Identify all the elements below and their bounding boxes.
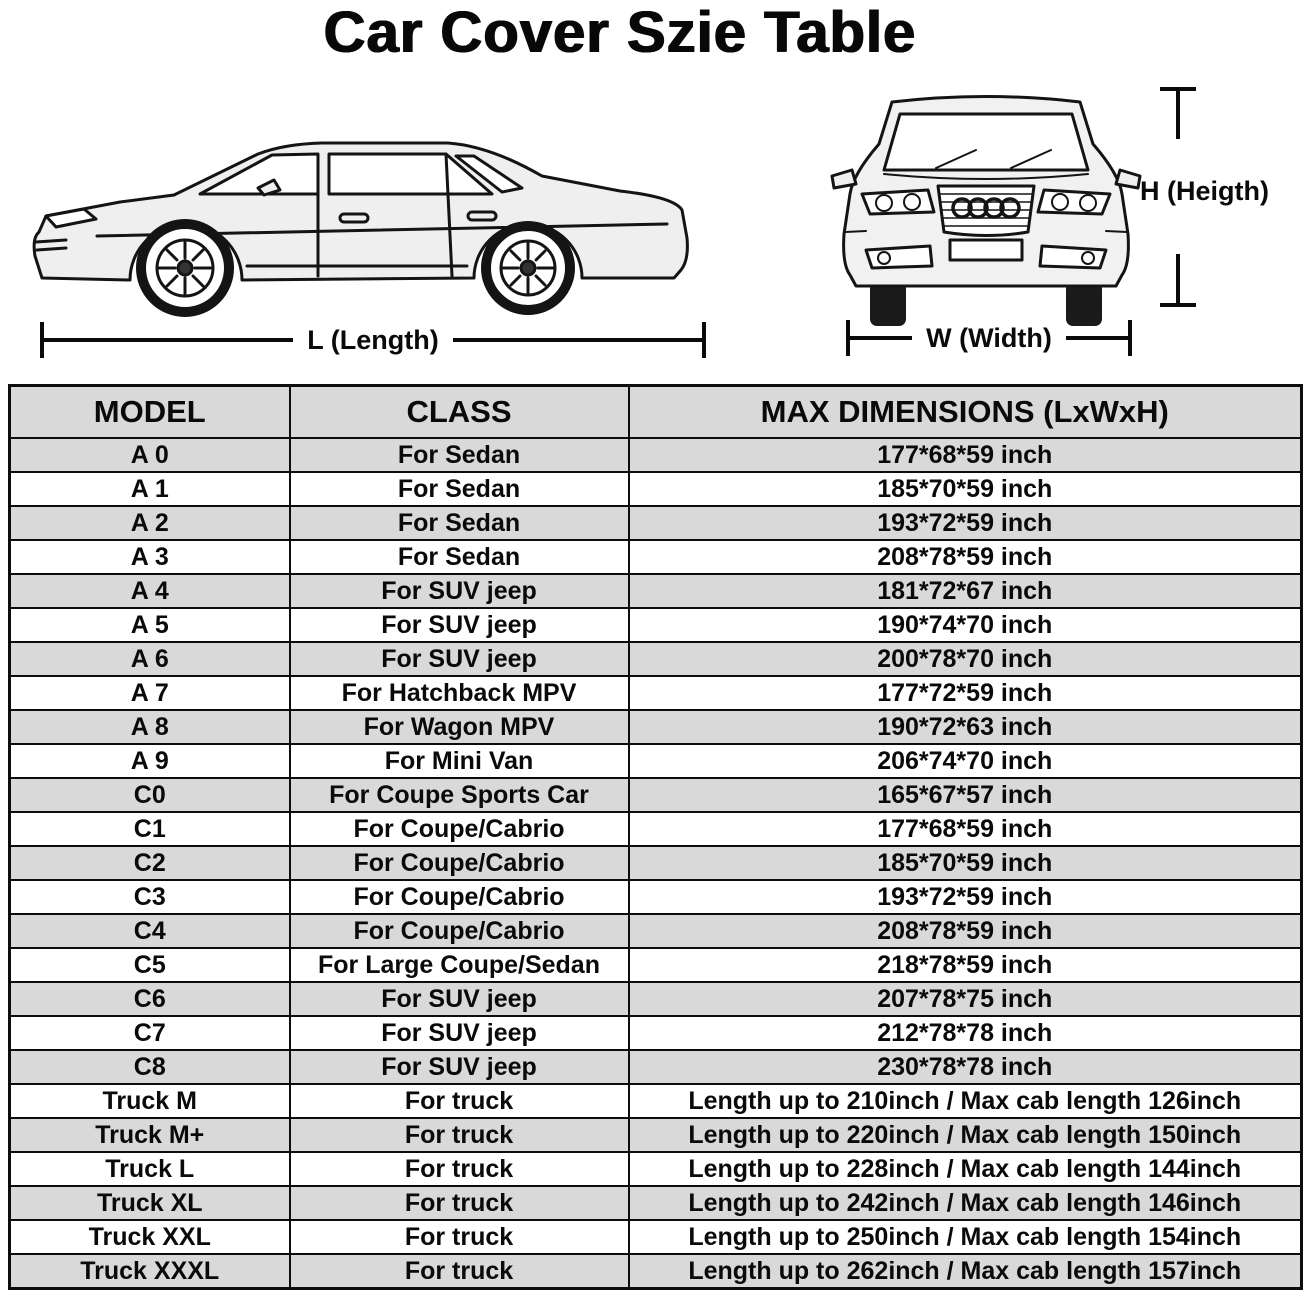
table-row (10, 506, 1302, 540)
dimensions-cell: 200*78*70 inch (629, 642, 1302, 676)
dimensions-cell: 185*70*59 inch (629, 472, 1302, 506)
table-row (10, 846, 1302, 880)
table-row (10, 982, 1302, 1016)
class-cell: For Coupe/Cabrio (290, 846, 629, 880)
table-row (10, 880, 1302, 914)
model-cell: A 4 (10, 574, 290, 608)
class-cell: For truck (290, 1152, 629, 1186)
class-cell: For SUV jeep (290, 1016, 629, 1050)
dimensions-cell: Length up to 262inch / Max cab length 157inch (629, 1254, 1302, 1289)
col-header-max-dimensions: MAX DIMENSIONS (LxWxH) (629, 386, 1302, 439)
class-cell: For Wagon MPV (290, 710, 629, 744)
class-cell: For SUV jeep (290, 574, 629, 608)
class-cell: For Coupe/Cabrio (290, 812, 629, 846)
height-dimension-bottom-cap (1160, 303, 1196, 307)
table-row (10, 710, 1302, 744)
class-cell: For Mini Van (290, 744, 629, 778)
page-title: Car Cover Szie Table (323, 0, 917, 65)
model-cell: A 2 (10, 506, 290, 540)
dimensions-cell: 218*78*59 inch (629, 948, 1302, 982)
model-cell: C1 (10, 812, 290, 846)
width-label: W (Width) (926, 322, 1052, 353)
right-vent (1040, 246, 1106, 268)
class-cell: For SUV jeep (290, 642, 629, 676)
table-row (10, 1084, 1302, 1118)
table-row (10, 574, 1302, 608)
windshield (884, 114, 1088, 170)
table-row (10, 608, 1302, 642)
model-cell: Truck XL (10, 1186, 290, 1220)
table-row (10, 1186, 1302, 1220)
table-row (10, 1016, 1302, 1050)
rear-door-handle (468, 212, 496, 220)
model-cell: Truck XXL (10, 1220, 290, 1254)
left-mirror (832, 170, 856, 188)
table-row (10, 438, 1302, 472)
class-cell: For SUV jeep (290, 1050, 629, 1084)
class-cell: For Sedan (290, 438, 629, 472)
model-cell: C8 (10, 1050, 290, 1084)
left-vent (866, 246, 932, 268)
dimensions-cell: 193*72*59 inch (629, 880, 1302, 914)
model-cell: Truck XXXL (10, 1254, 290, 1289)
class-cell: For Sedan (290, 506, 629, 540)
model-cell: C4 (10, 914, 290, 948)
table-row (10, 472, 1302, 506)
dimensions-cell: Length up to 242inch / Max cab length 146inch (629, 1186, 1302, 1220)
length-label: L (Length) (307, 324, 439, 355)
width-dimension-line (846, 320, 1132, 356)
dimensions-cell: 177*68*59 inch (629, 438, 1302, 472)
class-cell: For truck (290, 1118, 629, 1152)
table-row (10, 1254, 1302, 1289)
table-row (10, 1118, 1302, 1152)
dimensions-cell: Length up to 250inch / Max cab length 154inch (629, 1220, 1302, 1254)
model-cell: A 8 (10, 710, 290, 744)
dimensions-cell: Length up to 228inch / Max cab length 144inch (629, 1152, 1302, 1186)
table-row (10, 812, 1302, 846)
height-label: H (Heigth) (1140, 176, 1269, 206)
table-row (10, 1050, 1302, 1084)
dimensions-cell: 181*72*67 inch (629, 574, 1302, 608)
table-row (10, 778, 1302, 812)
table-row (10, 540, 1302, 574)
header-row (10, 386, 1302, 439)
rear-wheel (486, 226, 570, 310)
dimensions-cell: 193*72*59 inch (629, 506, 1302, 540)
dimensions-cell: 177*68*59 inch (629, 812, 1302, 846)
dimensions-cell: 206*74*70 inch (629, 744, 1302, 778)
table-row (10, 676, 1302, 710)
left-headlight (862, 190, 934, 214)
table-row (10, 914, 1302, 948)
model-cell: C6 (10, 982, 290, 1016)
height-dimension-line (1176, 254, 1180, 306)
size-table (8, 384, 1303, 1290)
dimensions-cell: 230*78*78 inch (629, 1050, 1302, 1084)
dimensions-cell: 212*78*78 inch (629, 1016, 1302, 1050)
front-door-handle (340, 214, 368, 222)
license-plate (950, 240, 1022, 260)
class-cell: For Hatchback MPV (290, 676, 629, 710)
class-cell: For truck (290, 1220, 629, 1254)
class-cell: For Large Coupe/Sedan (290, 948, 629, 982)
class-cell: For Coupe/Cabrio (290, 880, 629, 914)
table-row (10, 642, 1302, 676)
model-cell: A 0 (10, 438, 290, 472)
car-side-view-icon (22, 98, 712, 326)
table-row (10, 744, 1302, 778)
model-cell: A 3 (10, 540, 290, 574)
class-cell: For Sedan (290, 540, 629, 574)
model-cell: C3 (10, 880, 290, 914)
size-table-body (10, 438, 1302, 1289)
model-cell: A 9 (10, 744, 290, 778)
class-cell: For SUV jeep (290, 608, 629, 642)
dimensions-cell: 190*74*70 inch (629, 608, 1302, 642)
car-diagrams (0, 70, 1311, 380)
class-cell: For Sedan (290, 472, 629, 506)
front-wheel (141, 224, 229, 312)
dimension-end-bar (1128, 320, 1132, 356)
dimensions-cell: 190*72*63 inch (629, 710, 1302, 744)
dimensions-cell: 177*72*59 inch (629, 676, 1302, 710)
model-cell: A 1 (10, 472, 290, 506)
model-cell: C5 (10, 948, 290, 982)
class-cell: For truck (290, 1186, 629, 1220)
size-table-header (10, 386, 1302, 439)
model-cell: C0 (10, 778, 290, 812)
model-cell: Truck M (10, 1084, 290, 1118)
dimensions-cell: 208*78*59 inch (629, 914, 1302, 948)
car-front-view-icon (826, 82, 1146, 332)
table-row (10, 1152, 1302, 1186)
model-cell: A 6 (10, 642, 290, 676)
model-cell: A 5 (10, 608, 290, 642)
height-dimension-line (1176, 87, 1180, 139)
dimensions-cell: 207*78*75 inch (629, 982, 1302, 1016)
col-header-class: CLASS (290, 386, 629, 439)
class-cell: For SUV jeep (290, 982, 629, 1016)
model-cell: A 7 (10, 676, 290, 710)
class-cell: For truck (290, 1254, 629, 1289)
dimensions-cell: Length up to 220inch / Max cab length 150inch (629, 1118, 1302, 1152)
class-cell: For truck (290, 1084, 629, 1118)
dimensions-cell: Length up to 210inch / Max cab length 126inch (629, 1084, 1302, 1118)
model-cell: Truck L (10, 1152, 290, 1186)
class-cell: For Coupe Sports Car (290, 778, 629, 812)
class-cell: For Coupe/Cabrio (290, 914, 629, 948)
dimensions-cell: 208*78*59 inch (629, 540, 1302, 574)
model-cell: C7 (10, 1016, 290, 1050)
right-headlight (1038, 190, 1110, 214)
model-cell: Truck M+ (10, 1118, 290, 1152)
dimensions-cell: 165*67*57 inch (629, 778, 1302, 812)
dimensions-cell: 185*70*59 inch (629, 846, 1302, 880)
table-row (10, 1220, 1302, 1254)
col-header-model: MODEL (10, 386, 290, 439)
model-cell: C2 (10, 846, 290, 880)
table-row (10, 948, 1302, 982)
right-mirror (1116, 170, 1140, 188)
dimension-end-bar (702, 322, 706, 358)
length-dimension-line (40, 322, 706, 358)
